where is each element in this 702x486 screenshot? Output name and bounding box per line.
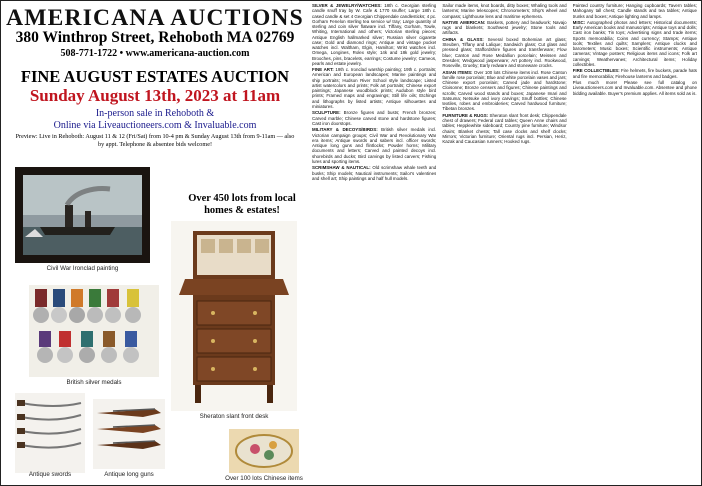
text-column-2 — [442, 3, 566, 483]
paragraph: SCRIMSHAW & NAUTICAL: Old scrimshaw whale teeth and busks; Ship models; Nautical instruments; Sailor's valentines and shell art; Ship paintings and half hull models. — [312, 165, 437, 181]
painting-caption: Civil War Ironclad painting — [46, 265, 119, 272]
company-contact: 508-771-1722 • www.americana-auction.com — [60, 48, 250, 59]
paragraph: Painted country furniture; Hanging cupboards; Tavern tables; Mahogany tall chest; Candle stands and tea tables; Antique trunks and boxes; Antique lighting and lamps. — [572, 3, 697, 19]
ad-left-panel — [1, 1, 309, 485]
swords-caption: Antique swords — [28, 471, 72, 478]
preview-text: Preview: Live in Rehoboth: August 11 & 12 (Fri/Sat) from 10-4 pm & Sunday August 13th from 9-11am — also by appt. Telephone & absentee bids welcome! — [15, 133, 295, 148]
paragraph: CHINA & GLASS: Several boxed Bohemian art glass; Steuben, Tiffany and Lalique; Sandwich glass; Cut glass and pressed glass; Staffordshire figures and transferware; Flow blue; Canton and Rose Medallion porcelain; Meissen and Dresden; Wedgwood jasperware; Art pottery incl. Rookwood, Roseville, Grueby; Early redware and stoneware crocks. — [442, 36, 567, 69]
chinese-caption: Over 100 lots Chinese items — [225, 475, 303, 482]
ironclad-painting-image — [15, 167, 150, 263]
ad-text-columns — [312, 3, 697, 483]
medals-image — [29, 285, 159, 377]
slant-front-desk-image — [171, 221, 297, 411]
paragraph: ASIAN ITEMS: Over 100 lots Chinese items incl. Rose Canton famille rose porcelain; Blue and white porcelain vases and jars; Chinese export porcelain; Carved jade and hardstone; Cloisonne; Bronze censers and figures; Chinese paintings and scrolls; Carved wood stands and boxes; Japanese Imari and Satsuma; Netsuke and ivory carvings; Snuff bottles; Chinese textiles, robes and embroideries; Carved hardwood furniture; Tibetan bronzes. — [442, 69, 567, 112]
long-guns-image — [93, 399, 165, 469]
paragraph: MILITARY & DECOYS/BIRDS: British silver medals incl. Victorian campaign groups; Civil War and Revolutionary War era items; Antique swords and sabers incl. officer swords; Antique long guns and flintlocks; Powder horns; Military documents and letters; Carved and painted decoys incl. shorebirds and ducks; Bird carvings by listed carvers; Fishing lures and sporting items. — [312, 127, 437, 164]
swords-image — [15, 393, 85, 473]
paragraph: Plus much more! Please see full catalog on Liveauctioneers.com and Invaluable.com. Absentee and phone bidding available. Buyer's premium applies. All items sold as is. — [572, 80, 697, 96]
auction-title: FINE AUGUST ESTATES AUCTION — [20, 67, 290, 86]
medals-caption: British silver medals — [66, 379, 122, 386]
paragraph: SCULPTURE: Bronze figures and busts; French bronzes; Carved marble; Chinese carved stone and hardstone figures; Cast iron doorstops. — [312, 110, 437, 126]
paragraph: FURNITURE & RUGS: Sheraton slant front desk; Chippendale chest of drawers; Federal card tables; Queen Anne chairs and tables; Hepplewhite sideboard; Country pine furniture; Windsor chairs; Blanket chests; Tall case clocks and shelf clocks; Mirrors; Victorian furniture; Oriental rugs incl. Persian, Heriz, Kazak and Caucasian runners; Hooked rugs. — [442, 112, 567, 144]
chinese-items-image — [229, 429, 299, 473]
text-column-1 — [312, 3, 436, 483]
paragraph: SILVER & JEWELRY/WATCHES: 18th c. Georgian sterling candle snuff tray by W. Cafe & 1770 snuffer; Large 18th c. cased candle & set 4 Georgian Chippendale candlesticks; 4 pc. Gorham Fenelon sterling tea service w/ tray; Large quantity of sterling and coin silver flatware incl. Tiffany, Gorham, Towle, Whiting, International and others; Victorian sterling pieces; Antique English hallmarked silver; Russian silver cigarette case; Gold and diamond rings; Antique and vintage pocket watches incl. Waltham, Elgin, Hamilton; Wrist watches incl. Omega, Longines, Rolex style; 14k and 18k gold jewelry; Brooches, pins, bracelets, earrings; Costume jewelry; Cameos, pearls and estate jewelry. — [312, 3, 437, 66]
company-name: AMERICANA AUCTIONS — [6, 5, 304, 31]
paragraph: MISC: Autographed photos and letters; Historical documents; Early American books and manuscripts; Antique toys and dolls; Cast iron banks; Tin toys; Advertising signs and trade items; Sports memorabilia; Coins and currency; Stamps; Antique tools; Textiles and quilts; Samplers; Antique clocks and barometers; Music boxes; Scientific instruments; Antique cameras; Vintage posters; Religious items and icons; Folk art carvings; Weathervanes; Architectural items; Holiday collectibles. — [572, 19, 697, 67]
in-person-line: In-person sale in Rehoboth & — [95, 108, 215, 119]
desk-caption: Sheraton slant front desk — [199, 413, 269, 420]
guns-caption: Antique long guns — [104, 471, 154, 478]
company-address: 380 Winthrop Street, Rehoboth MA 02769 — [15, 29, 295, 46]
lots-headline: Over 450 lots from local homes & estates! — [188, 193, 296, 216]
auction-date: Sunday August 13th, 2023 at 11am — [29, 86, 281, 105]
paragraph: FINE ART: 19th c. Ironclad warship painting; 19th c. portraits; American and European landscapes; Marine paintings and ship portraits; Hudson River School style landscape; Listed artist watercolors and prints; Folk art portraits; Chinese export paintings; Japanese woodblock prints; Audubon style bird prints; Framed maps and engravings; Still life oils; Etchings and lithographs by listed artists; Antique silhouettes and miniatures. — [312, 67, 437, 109]
online-line: Online via Liveauctioneers.com & Invaluable.com — [53, 120, 257, 131]
text-column-3 — [573, 3, 697, 483]
paragraph: FIRE COLLECTIBLES: Fire helmets, fire buckets, parade hats and fire memorabilia; Firehouse lanterns and badges. — [572, 68, 697, 79]
paragraph: Sailor made items, knot boards, ditty boxes; Whaling tools and lanterns; Marine telescopes; Chronometers; Ship's wheel and compass; Lighthouse lens and maritime ephemera. — [442, 3, 567, 19]
paragraph: NATIVE AMERICAN: Baskets, pottery and beadwork; Navajo rugs and blankets; Southwest jewelry; Stone tools and artifacts. — [442, 19, 567, 36]
